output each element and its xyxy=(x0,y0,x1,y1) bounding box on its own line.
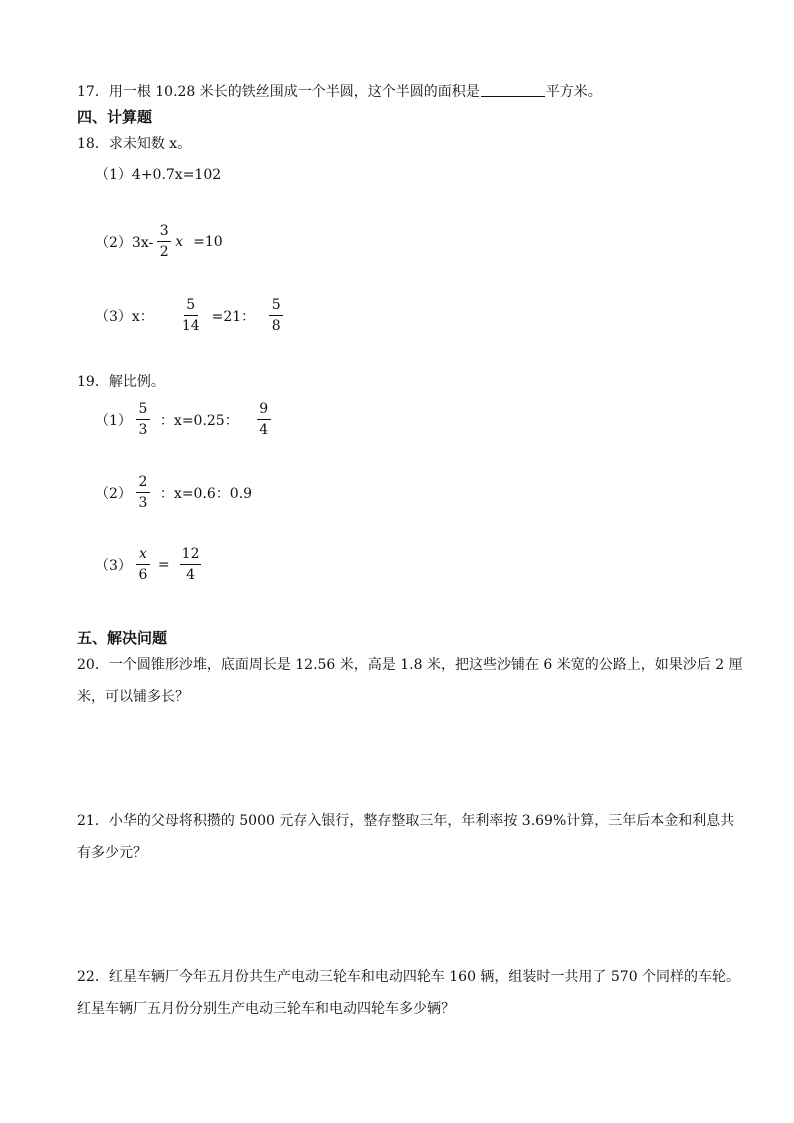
q19-p1-label: （1） xyxy=(95,412,132,429)
question-20-line-1: 20．一个圆锥形沙堆，底面周长是 12.56 米，高是 1.8 米，把这些沙铺在 6 米宽的公路上，如果沙后 2 厘 xyxy=(77,657,743,673)
q18-p3-label: （3）x： xyxy=(95,308,154,325)
question-22-line-1: 22．红星车辆厂今年五月份共生产电动三轮车和电动四轮车 160 辆，组装时一共用了 570 个同样的车轮。 xyxy=(77,969,741,985)
q18-p2-label: （2）3x- xyxy=(95,234,154,251)
question-18-part-2 xyxy=(95,222,223,261)
question-19-part-1 xyxy=(95,400,275,439)
numerator: 5 xyxy=(269,296,283,316)
numerator: 3 xyxy=(157,222,171,242)
question-18-part-1: （1）4+0.7x=102 xyxy=(95,167,222,183)
q17-text: 17．用一根 10.28 米长的铁丝围成一个半圆，这个半圆的面积是 xyxy=(77,84,480,100)
denominator: 2 xyxy=(159,244,169,260)
q18-p3-mid: =21： xyxy=(211,308,256,325)
numerator: 2 xyxy=(136,473,150,493)
question-22-line-2: 红星车辆厂五月份分别生产电动三轮车和电动四轮车多少辆？ xyxy=(77,1001,455,1017)
fraction xyxy=(136,545,150,584)
q19-p3-label: （3） xyxy=(95,557,132,574)
numerator: 12 xyxy=(180,545,202,565)
answer-blank[interactable] xyxy=(481,82,545,97)
q18-p2-rhs: =10 xyxy=(193,233,223,250)
fraction xyxy=(269,296,283,335)
denominator: 14 xyxy=(181,318,200,334)
numerator: 5 xyxy=(184,296,198,316)
numerator: x xyxy=(136,545,150,565)
section-5-heading: 五、解决问题 xyxy=(77,629,168,647)
denominator: 8 xyxy=(271,318,281,334)
fraction xyxy=(136,400,150,439)
denominator: 3 xyxy=(138,495,148,511)
denominator: 3 xyxy=(138,422,148,438)
denominator: 6 xyxy=(138,567,148,583)
question-20-line-2: 米，可以铺多长？ xyxy=(77,689,189,705)
q19-p2-label: （2） xyxy=(95,485,132,502)
question-18-stem: 18．求未知数 x。 xyxy=(77,136,192,152)
fraction xyxy=(180,296,202,335)
question-19-part-2 xyxy=(95,473,252,512)
variable-x: x xyxy=(175,233,184,250)
fraction xyxy=(180,545,202,584)
fraction xyxy=(136,473,150,512)
question-21-line-1: 21．小华的父母将积攒的 5000 元存入银行，整存整取三年，年利率按 3.69%计算，三年后本金和利息共 xyxy=(77,813,735,829)
q19-p3-mid: = xyxy=(157,556,170,573)
fraction xyxy=(157,222,171,261)
question-19-part-3 xyxy=(95,545,205,584)
fraction xyxy=(257,400,271,439)
denominator: 4 xyxy=(186,567,196,583)
numerator: 9 xyxy=(257,400,271,420)
q17-unit: 平方米。 xyxy=(545,84,602,100)
question-21-line-2: 有多少元？ xyxy=(77,845,147,861)
section-4-heading: 四、计算题 xyxy=(77,108,153,126)
denominator: 4 xyxy=(259,422,269,438)
q19-p2-rest: ：x=0.6：0.9 xyxy=(159,485,253,502)
question-19-stem: 19．解比例。 xyxy=(77,374,165,390)
q19-p1-mid: ：x=0.25： xyxy=(159,412,239,429)
numerator: 5 xyxy=(136,400,150,420)
question-18-part-3 xyxy=(95,296,287,335)
question-17 xyxy=(77,82,602,102)
